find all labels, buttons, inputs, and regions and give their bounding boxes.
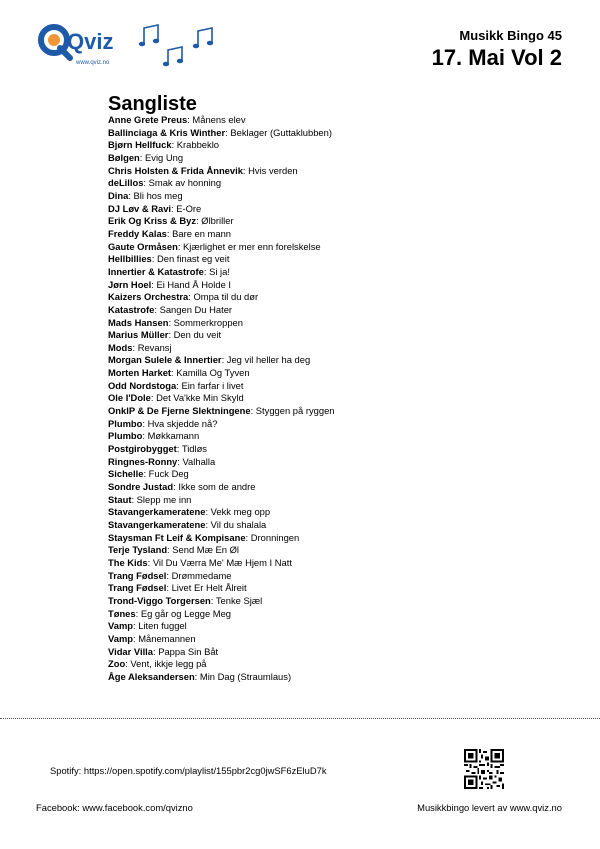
song-list-item: Katastrofe: Sangen Du Hater bbox=[108, 303, 233, 315]
spotify-link[interactable]: Spotify: https://open.spotify.com/playlist/155pbr2cg0jwSF6zEluD7k bbox=[50, 765, 327, 776]
song-artist: DJ Løv & Ravi bbox=[108, 202, 172, 214]
song-artist: Bjørn Hellfuck bbox=[108, 139, 172, 151]
song-artist: Bølgen bbox=[108, 151, 140, 163]
song-title: Evig Ung bbox=[145, 151, 184, 163]
song-artist: Zoo bbox=[108, 658, 126, 670]
music-notes-icon bbox=[138, 22, 224, 72]
song-title: Vil Du Værra Me' Mæ Hjem I Natt bbox=[152, 556, 292, 568]
song-list-item: Dina: Bli hos meg bbox=[108, 189, 183, 201]
song-list-item: Åge Aleksandersen: Min Dag (Straumlaus) bbox=[108, 670, 292, 682]
song-title: Livet Er Helt Ålreit bbox=[171, 582, 247, 594]
song-list-item: Innertier & Katastrofe: Si ja! bbox=[108, 265, 230, 277]
song-artist: Morten Harket bbox=[108, 367, 172, 379]
song-title: Ompa til du dør bbox=[193, 291, 259, 303]
logo-text: Qviz bbox=[67, 29, 114, 54]
song-artist: Staut bbox=[108, 493, 132, 505]
dotted-divider bbox=[0, 718, 600, 719]
song-artist: Sondre Justad bbox=[108, 481, 174, 493]
song-list-item: Trang Fødsel: Drømmedame bbox=[108, 569, 232, 581]
song-artist: Ballinciaga & Kris Winther bbox=[108, 126, 226, 138]
logo-q-center bbox=[48, 34, 60, 46]
logo-url: www.qviz.no bbox=[76, 60, 110, 66]
song-title: Pappa Sin Båt bbox=[158, 645, 219, 657]
song-artist: Freddy Kalas bbox=[108, 227, 167, 239]
song-list-item: Vamp: Liten fuggel bbox=[108, 620, 187, 632]
song-title: Kamilla Og Tyven bbox=[176, 367, 250, 379]
song-list-item: Morgan Sulele & Innertier: Jeg vil heller ha deg bbox=[108, 354, 311, 366]
song-artist: Odd Nordstoga bbox=[108, 379, 177, 391]
facebook-link[interactable]: Facebook: www.facebook.com/qvizno bbox=[36, 802, 193, 813]
song-title: Sommerkroppen bbox=[173, 316, 243, 328]
song-artist: Innertier & Katastrofe bbox=[108, 265, 204, 277]
credit-text: Musikkbingo levert av www.qviz.no bbox=[417, 802, 562, 813]
song-artist: Plumbo bbox=[108, 417, 143, 429]
song-artist: Marius Müller bbox=[108, 329, 169, 341]
song-artist: Stavangerkameratene bbox=[108, 519, 206, 530]
song-artist: Trang Fødsel bbox=[108, 569, 167, 581]
song-list-item: The Kids: Vil Du Værra Me' Mæ Hjem I Natt bbox=[108, 556, 292, 568]
header-titles bbox=[432, 28, 562, 70]
song-title: Drømmedame bbox=[171, 569, 232, 581]
song-title: Kjærlighet er mer enn forelskelse bbox=[183, 240, 321, 252]
song-artist: Trond-Viggo Torgersen bbox=[108, 594, 211, 606]
song-title: Fuck Deg bbox=[148, 468, 189, 480]
song-title: Krabbeklo bbox=[176, 139, 219, 151]
song-title: E-Ore bbox=[176, 202, 202, 214]
song-title: Ølbriller bbox=[201, 215, 234, 227]
song-list-item: Vidar Villa: Pappa Sin Båt bbox=[108, 645, 219, 657]
song-title: Ein farfar i livet bbox=[181, 379, 244, 391]
song-list-item: Ballinciaga & Kris Winther: Beklager (Guttaklubben) bbox=[108, 126, 332, 138]
song-title: Den finast eg veit bbox=[157, 253, 230, 265]
song-title: Smak av honning bbox=[148, 177, 222, 189]
bingo-subtitle: 17. Mai Vol 2 bbox=[431, 45, 562, 70]
song-artist: Plumbo bbox=[108, 430, 143, 442]
song-title: Den du veit bbox=[173, 329, 222, 341]
song-list-item: Jørn Hoel: Ei Hand Å Holde I bbox=[108, 278, 231, 290]
song-artist: Postgirobygget bbox=[108, 443, 177, 455]
song-list-item: Terje Tysland: Send Mæ En Øl bbox=[108, 544, 239, 556]
song-artist: Erik Og Kriss & Byz bbox=[108, 215, 197, 227]
song-list-item: Mods: Revansj bbox=[108, 341, 172, 353]
song-title: Eg går og Legge Meg bbox=[140, 607, 231, 619]
qviz-logo bbox=[36, 20, 136, 70]
song-artist: deLillos bbox=[108, 177, 144, 189]
song-title: Ei Hand Å Holde I bbox=[156, 278, 231, 290]
song-title: Månens elev bbox=[192, 114, 246, 125]
song-artist: Sichelle bbox=[108, 468, 144, 480]
song-title: Send Mæ En Øl bbox=[172, 544, 239, 556]
song-list-title: Sangliste bbox=[108, 93, 197, 115]
song-list-item: Hellbillies: Den finast eg veit bbox=[108, 253, 230, 265]
song-artist: The Kids bbox=[108, 556, 148, 568]
song-artist: Hellbillies bbox=[108, 253, 152, 265]
song-artist: Morgan Sulele & Innertier bbox=[108, 354, 222, 366]
song-list-item: Morten Harket: Kamilla Og Tyven bbox=[108, 367, 250, 379]
song-list-item: Plumbo: Møkkamann bbox=[108, 430, 200, 442]
song-artist: OnklP & De Fjerne Slektningene bbox=[108, 405, 251, 417]
song-title: Vent, ikkje legg på bbox=[130, 658, 207, 670]
song-list-item: Sichelle: Fuck Deg bbox=[108, 468, 189, 480]
song-title: Bli hos meg bbox=[133, 189, 183, 201]
song-list-item: Chris Holsten & Frida Ånnevik: Hvis verden bbox=[108, 164, 298, 176]
song-artist: Katastrofe bbox=[108, 303, 155, 315]
song-title: Månemannen bbox=[138, 632, 196, 644]
song-list-item: Odd Nordstoga: Ein farfar i livet bbox=[108, 379, 244, 391]
song-title: Hva skjedde nå? bbox=[147, 417, 218, 429]
song-artist: Vidar Villa bbox=[108, 645, 153, 657]
song-list-item: Kaizers Orchestra: Ompa til du dør bbox=[108, 291, 259, 303]
song-title: Ikke som de andre bbox=[178, 481, 256, 493]
song-list-item: Sondre Justad: Ikke som de andre bbox=[108, 481, 256, 493]
song-list-item: Gaute Ormåsen: Kjærlighet er mer enn forelskelse bbox=[108, 240, 321, 252]
song-list-item: deLillos: Smak av honning bbox=[108, 177, 222, 189]
song-artist: Dina bbox=[108, 189, 129, 201]
song-title: Vekk meg opp bbox=[210, 506, 271, 518]
song-list-item: Trang Fødsel: Livet Er Helt Ålreit bbox=[108, 582, 247, 594]
song-title: Valhalla bbox=[182, 455, 216, 467]
song-list-item: Erik Og Kriss & Byz: Ølbriller bbox=[108, 215, 234, 227]
song-artist: Trang Fødsel bbox=[108, 582, 167, 594]
song-list-item: Ringnes-Ronny: Valhalla bbox=[108, 455, 216, 467]
song-list-item: Anne Grete Preus: Månens elev bbox=[108, 114, 246, 125]
song-title: Liten fuggel bbox=[138, 620, 187, 632]
song-artist: Gaute Ormåsen bbox=[108, 240, 178, 252]
qr-code bbox=[464, 749, 504, 789]
song-artist: Mods bbox=[108, 341, 133, 353]
song-title: Min Dag (Straumlaus) bbox=[199, 670, 292, 682]
song-title: Jeg vil heller ha deg bbox=[226, 354, 311, 366]
song-artist: Tønes bbox=[108, 607, 136, 619]
song-list-item: DJ Løv & Ravi: E-Ore bbox=[108, 202, 202, 214]
song-artist: Stavangerkameratene bbox=[108, 506, 206, 518]
song-artist: Anne Grete Preus bbox=[108, 114, 188, 125]
song-list-item: OnklP & De Fjerne Slektningene: Styggen på ryggen bbox=[108, 405, 335, 417]
song-artist: Staysman Ft Leif & Kompisane bbox=[108, 531, 246, 543]
song-list-item: Vamp: Månemannen bbox=[108, 632, 196, 644]
song-list-item: Stavangerkameratene: Vekk meg opp bbox=[108, 506, 271, 518]
song-title: Slepp me inn bbox=[136, 493, 192, 505]
song-list-item: Stavangerkameratene: Vil du shalala bbox=[108, 519, 267, 530]
song-artist: Jørn Hoel bbox=[108, 278, 152, 290]
song-artist: Mads Hansen bbox=[108, 316, 169, 328]
song-artist: Terje Tysland bbox=[108, 544, 168, 556]
song-list-item: Postgirobygget: Tidløs bbox=[108, 443, 207, 455]
song-title: Det Va'kke Min Skyld bbox=[156, 392, 244, 404]
song-artist: Chris Holsten & Frida Ånnevik bbox=[108, 164, 243, 176]
song-artist: Vamp bbox=[108, 632, 134, 644]
song-artist: Vamp bbox=[108, 620, 134, 632]
song-artist: Kaizers Orchestra bbox=[108, 291, 189, 303]
song-list-item: Tønes: Eg går og Legge Meg bbox=[108, 607, 231, 619]
song-list-item: Trond-Viggo Torgersen: Tenke Sjæl bbox=[108, 594, 263, 606]
song-list-item: Staysman Ft Leif & Kompisane: Dronningen bbox=[108, 531, 300, 543]
song-list-item: Staut: Slepp me inn bbox=[108, 493, 192, 505]
song-title: Beklager (Guttaklubben) bbox=[230, 126, 332, 138]
song-title: Bare en mann bbox=[172, 227, 232, 239]
song-title: Styggen på ryggen bbox=[255, 405, 335, 417]
song-artist: Ole I'Dole bbox=[108, 392, 151, 404]
song-title: Møkkamann bbox=[147, 430, 200, 442]
song-title: Hvis verden bbox=[248, 164, 298, 176]
song-list-item: Bølgen: Evig Ung bbox=[108, 151, 184, 163]
song-title: Dronningen bbox=[250, 531, 300, 543]
song-title: Tidløs bbox=[181, 443, 207, 455]
song-list-item: Bjørn Hellfuck: Krabbeklo bbox=[108, 139, 219, 151]
song-list-item: Ole I'Dole: Det Va'kke Min Skyld bbox=[108, 392, 244, 404]
song-title: Tenke Sjæl bbox=[215, 594, 263, 606]
song-list-item: Mads Hansen: Sommerkroppen bbox=[108, 316, 243, 328]
song-artist: Åge Aleksandersen bbox=[108, 670, 195, 682]
song-list bbox=[108, 114, 335, 684]
song-artist: Ringnes-Ronny bbox=[108, 455, 178, 467]
song-list-item: Plumbo: Hva skjedde nå? bbox=[108, 417, 218, 429]
song-list-item: Marius Müller: Den du veit bbox=[108, 329, 222, 341]
song-title: Sangen Du Hater bbox=[159, 303, 233, 315]
song-title: Revansj bbox=[137, 341, 172, 353]
song-title: Vil du shalala bbox=[210, 519, 267, 530]
song-title: Si ja! bbox=[209, 265, 230, 277]
song-list-item: Zoo: Vent, ikkje legg på bbox=[108, 658, 207, 670]
song-list-item: Freddy Kalas: Bare en mann bbox=[108, 227, 232, 239]
bingo-title: Musikk Bingo 45 bbox=[459, 28, 562, 43]
